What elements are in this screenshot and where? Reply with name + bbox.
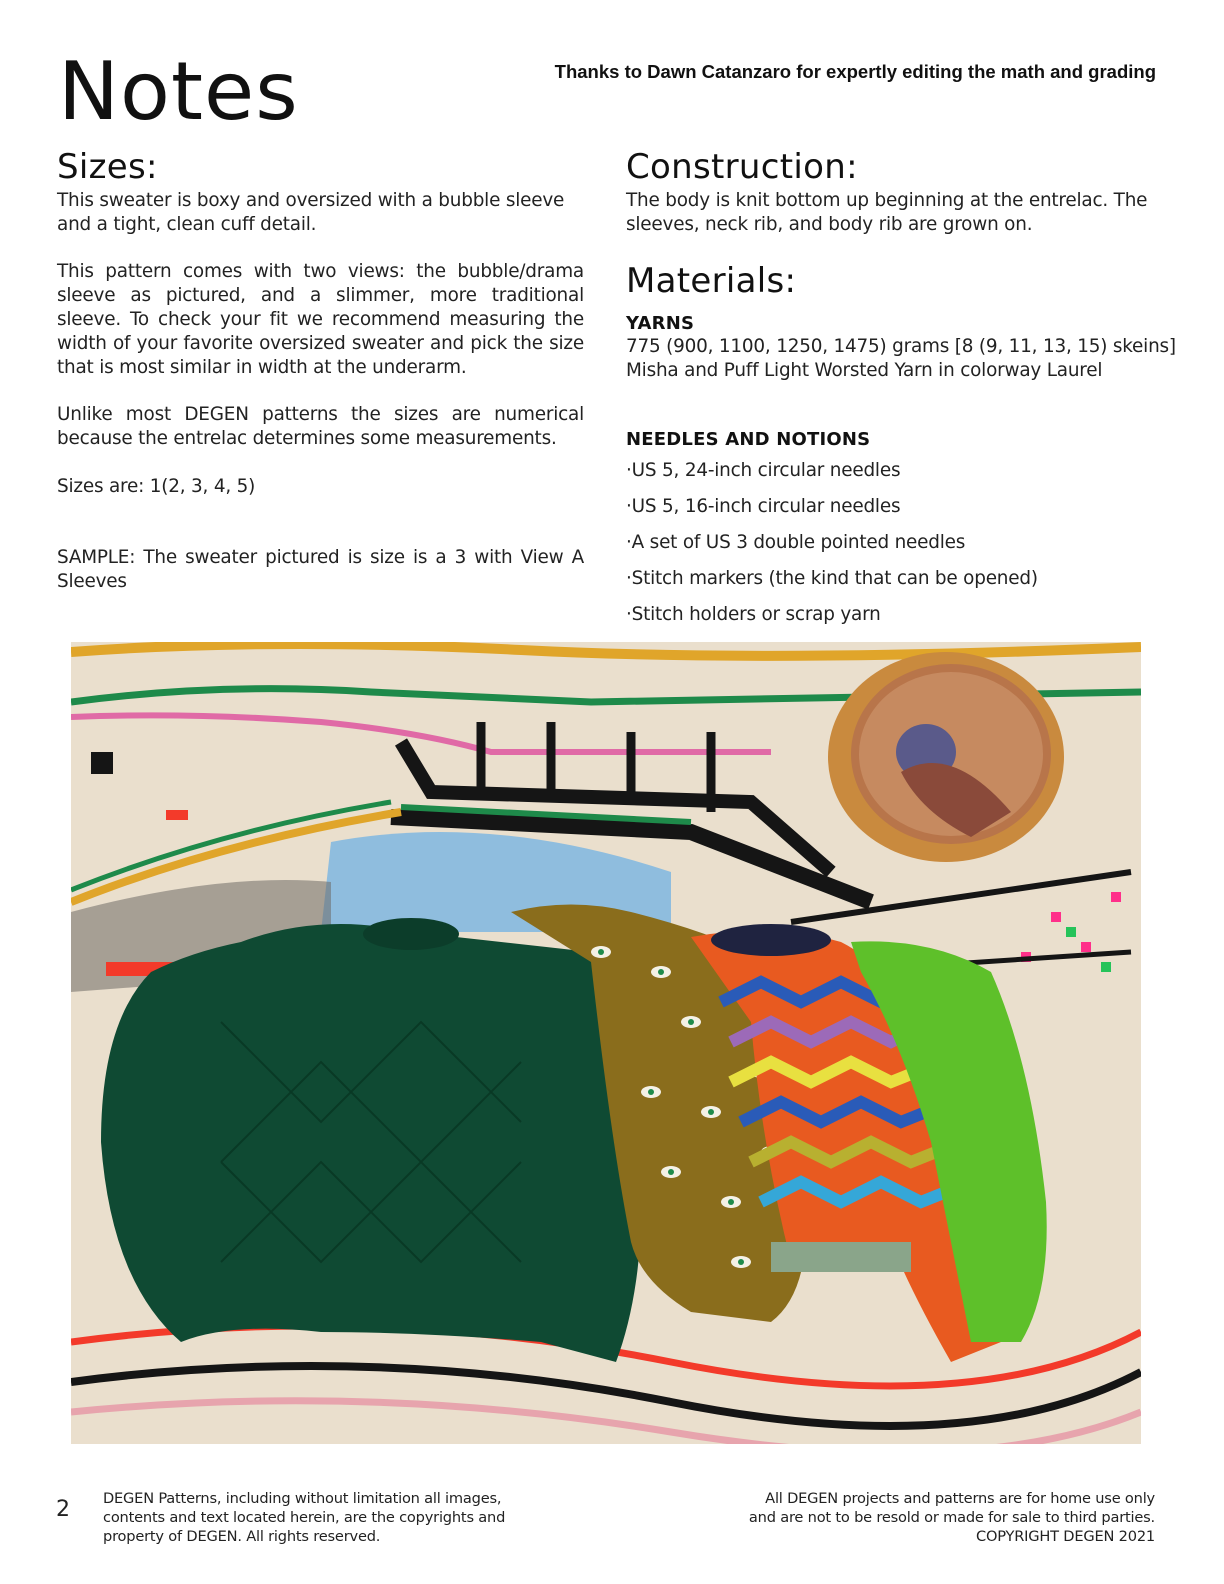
bullet-icon: · [626,568,632,589]
sizes-paragraph-2: This pattern comes with two views: the bubble/drama sleeve as pictured, and a slimmer, more traditional sleeve. To check your fit we recommend measuring the width of your favorite oversized sweater and pick the size that is most similar in width at the underarm. [57,261,584,378]
usage-notice: All DEGEN projects and patterns are for home use only and are not to be resold or made for sale to third parties. COPYRIGHT DEGEN 2021 [748,1490,1155,1545]
materials-heading: Materials: [626,261,797,301]
notion-item: ·A set of US 3 double pointed needles [626,532,966,553]
construction-heading: Construction: [626,147,858,187]
yarns-label: YARNS [626,313,695,334]
notions-list [626,453,1156,633]
bullet-icon: · [626,604,632,625]
yarn-name: Misha and Puff Light Worsted Yarn in colorway Laurel [626,360,1103,381]
copyright-notice: DEGEN Patterns, including without limitation all images, contents and text located herein, are the copyrights and property of DEGEN. All rights reserved. [103,1490,506,1545]
notion-item: ·US 5, 16-inch circular needles [626,496,901,517]
page-title: Notes [58,45,299,138]
bullet-icon: · [626,460,632,481]
construction-text: The body is knit bottom up beginning at the entrelac. The sleeves, neck rib, and body rib are grown on. [626,190,1148,235]
rug-and-sweaters-illustration [71,642,1141,1444]
yarn-amount: 775 (900, 1100, 1250, 1475) grams [8 (9, 11, 13, 15) skeins] [626,336,1176,357]
sample-note: SAMPLE: The sweater pictured is size is a 3 with View A Sleeves [57,547,584,592]
sizes-list: Sizes are: 1(2, 3, 4, 5) [57,476,256,497]
notion-item: ·Stitch markers (the kind that can be opened) [626,568,1038,589]
sizes-heading: Sizes: [57,147,158,187]
notion-item: ·US 5, 24-inch circular needles [626,460,901,481]
notions-label: NEEDLES AND NOTIONS [626,429,871,450]
bullet-icon: · [626,532,632,553]
bullet-icon: · [626,496,632,517]
page-number: 2 [56,1497,70,1522]
sweaters-photo [71,642,1141,1444]
notion-item: ·Stitch holders or scrap yarn [626,604,881,625]
sizes-paragraph-1: This sweater is boxy and oversized with a bubble sleeve and a tight, clean cuff detail. [57,190,565,235]
sizes-paragraph-3: Unlike most DEGEN patterns the sizes are numerical because the entrelac determines some measurements. [57,404,584,449]
credit-line: Thanks to Dawn Catanzaro for expertly editing the math and grading [554,61,1156,82]
